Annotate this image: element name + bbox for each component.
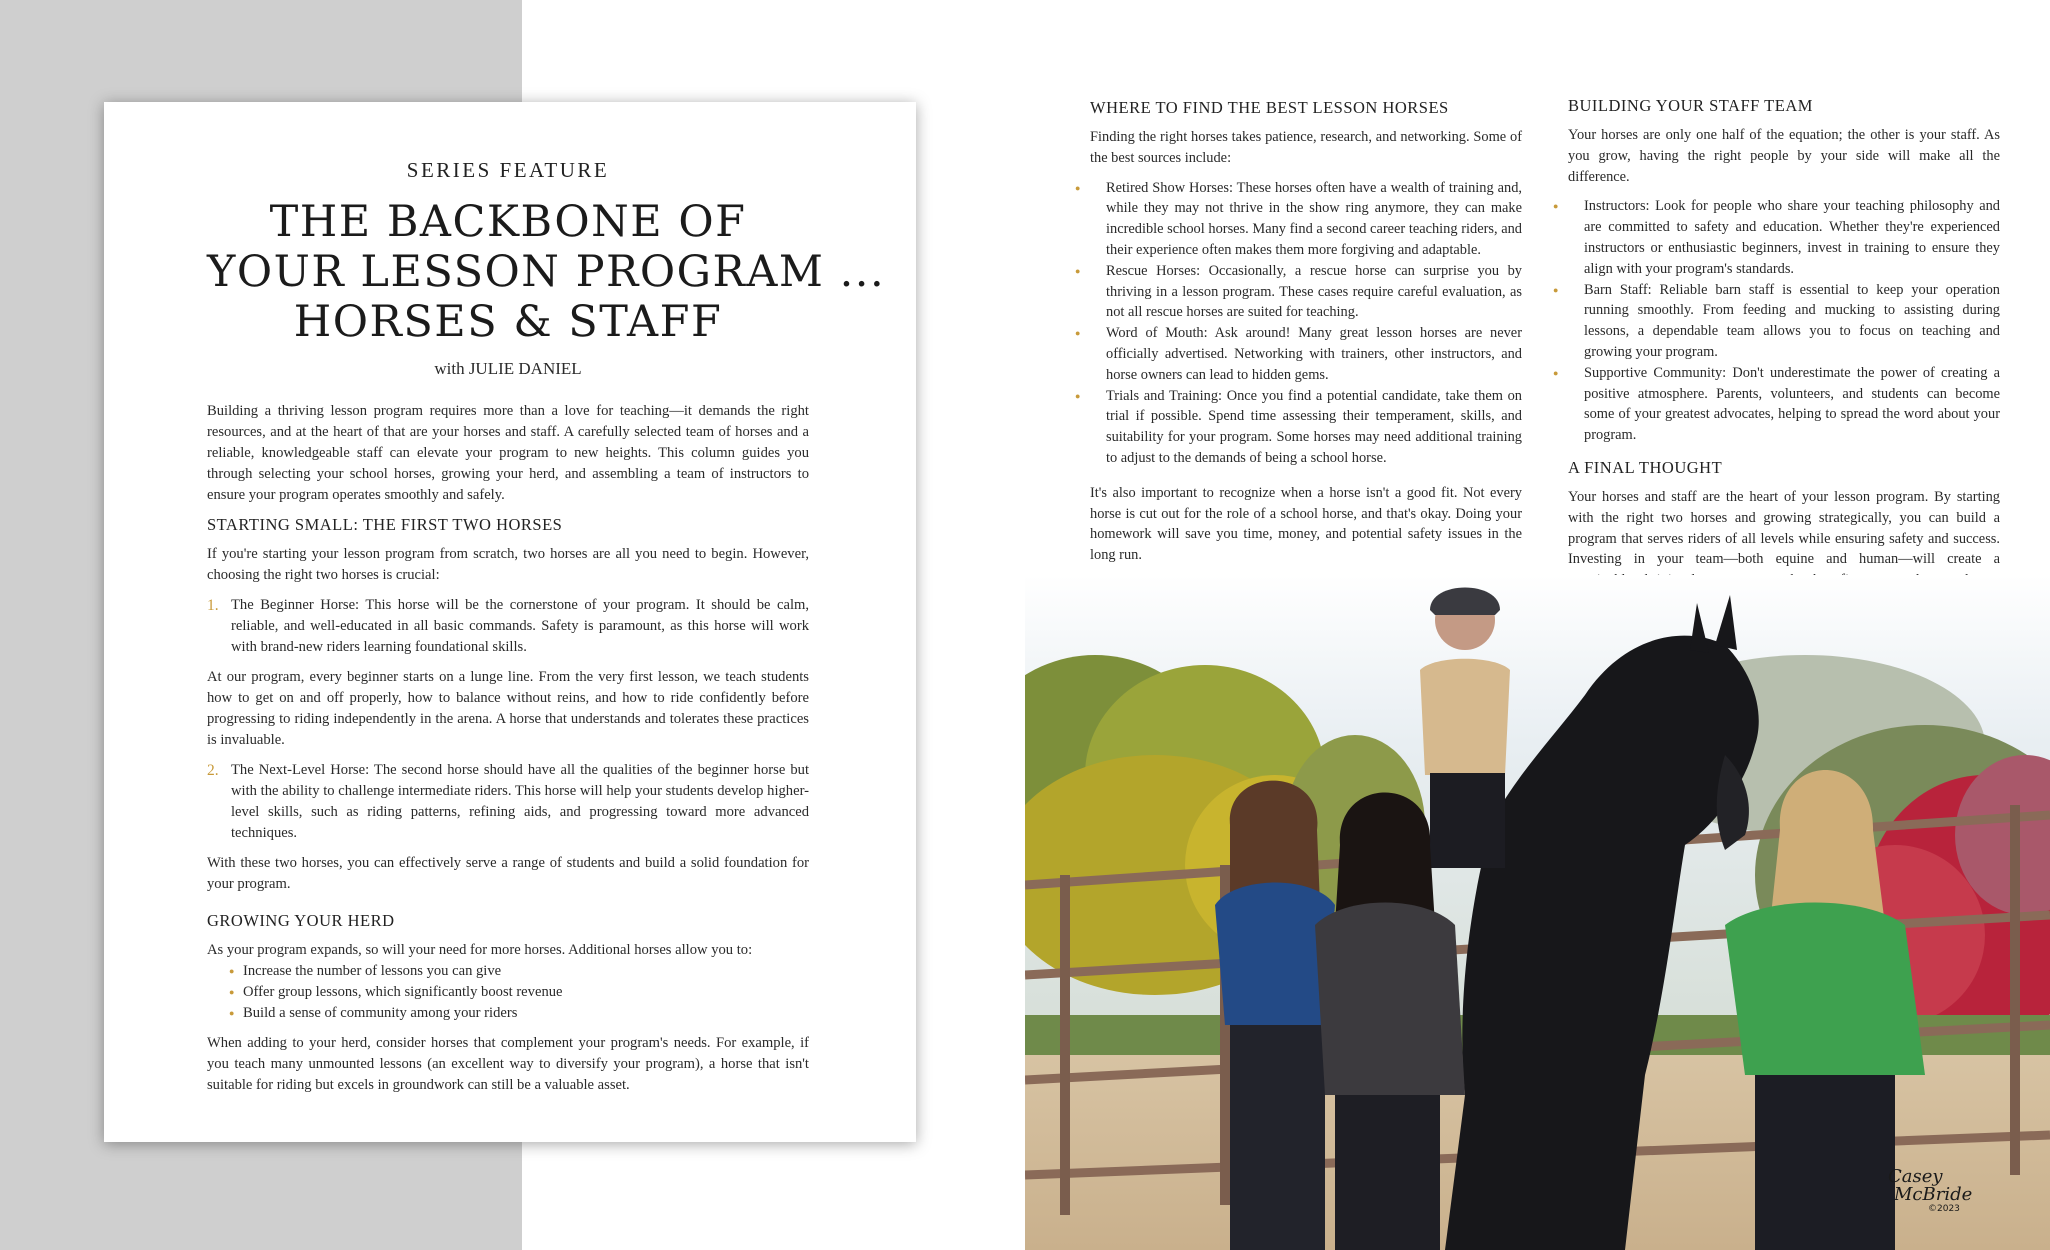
byline: with JULIE DANIEL — [434, 359, 582, 378]
list-number: 2. — [207, 762, 219, 779]
section-heading-growing-herd: GROWING YOUR HERD — [207, 911, 395, 930]
list-item: ● Increase the number of lessons you can give — [207, 961, 809, 982]
list-item-text: The Beginner Horse: This horse will be the cornerstone of your program. It should be calm, reliable, and well-educated in all basic commands. Safety is paramount, as this horse will work with brand-new riders learning foundational skills. — [231, 597, 809, 655]
list-item: ● Retired Show Horses: These horses often have a wealth of training and, while they may not thrive in the show ring anymore, they can make incredible school horses. Many find a second career teaching riders, and their experience often makes them more forgiving and adaptable. — [1090, 178, 1522, 261]
list-item: ● Instructors: Look for people who share your teaching philosophy and are committed to safety and education. Whether they're experienced instructors or enthusiastic beginners, invest in training to ensure they align with your program's standards. — [1568, 196, 2000, 279]
list-number: 1. — [207, 597, 219, 614]
paragraph: If you're starting your lesson program from scratch, two horses are all you need to begin. However, choosing the right two horses is crucial: — [207, 546, 809, 583]
list-item — [207, 595, 809, 658]
paragraph: With these two horses, you can effectively serve a range of students and build a solid foundation for your program. — [207, 855, 809, 892]
numbered-list — [207, 760, 809, 844]
numbered-list — [207, 595, 809, 658]
paragraph: Your horses and staff are the heart of your lesson program. By starting with the right two horses and growing strategically, you can build a program that serves riders of all levels while ensuring safety and success. Investing in your team—both equine and human—will create a — [1568, 488, 2000, 568]
title-line-3: HORSES & STAFF — [293, 297, 723, 347]
series-kicker: SERIES FEATURE — [406, 158, 610, 182]
bullet-list — [1568, 196, 2000, 446]
section-heading-final-thought: A FINAL THOUGHT — [1568, 457, 1723, 477]
section-heading-starting-small: STARTING SMALL: THE FIRST TWO HORSES — [207, 515, 563, 534]
intro-paragraph: Building a thriving lesson program requires more than a love for teaching—it demands the right resources, and at the heart of that are your horses and staff. A carefully selected team of horses and a reliable, knowledgeable staff can elevate your program to new heights. This column guides you through selecting your school horses, growing your herd, and assembling a team of instructors to ensure your program operates smoothly and safely. — [207, 403, 809, 503]
paragraph: When adding to your herd, consider horses that complement your program's needs. For example, if you teach many unmounted lessons (an excellent way to diversify your program), a horse that isn't suitable for riding but excels in groundwork can still be a valuable asset. — [207, 1035, 809, 1093]
list-item: ● Rescue Horses: Occasionally, a rescue horse can surprise you by thriving in a lesson program. These cases require careful evaluation, as not all rescue horses are suited for teaching. — [1090, 261, 1522, 323]
list-item: ● Build a sense of community among your riders — [207, 1003, 809, 1024]
list-item: ● Word of Mouth: Ask around! Many great lesson horses are never officially advertised. Networking with trainers, other instructors, and horse owners can lead to hidden gems. — [1090, 323, 1522, 385]
paragraph: Your horses are only one half of the equation; the other is your staff. As you grow, having the right people by your side will make all the difference. — [1568, 127, 2000, 185]
photo-credit-year: ©2023 — [1928, 1204, 1960, 1214]
list-item: ● Trials and Training: Once you find a potential candidate, take them on trial if possible. Spend time assessing their temperament, skills, and suitability for your program. Some horses may need additional training to adjust to the demands of being a school horse. — [1090, 386, 1522, 469]
right-column-1 — [1090, 98, 1522, 575]
section-heading-where-to-find: WHERE TO FIND THE BEST LESSON HORSES — [1090, 98, 1449, 117]
list-item: ● Offer group lessons, which significantly boost revenue — [207, 982, 809, 1003]
horse-and-staff-photo — [1025, 575, 2050, 1250]
article-title — [207, 197, 886, 347]
paragraph: At our program, every beginner starts on a lunge line. From the very first lesson, we teach students how to get on and off properly, how to balance without reins, and how to ride confidently before progressing to riding independently in the arena. A horse that understands and tolerates these practices is invaluable. — [207, 669, 809, 748]
bullet-list — [207, 961, 809, 1024]
list-item-text: The Next-Level Horse: The second horse should have all the qualities of the beginner horse but with the ability to challenge intermediate riders. This horse will help your students develop higher-level skills, such as riding patterns, refining aids, and progressing toward more advanced techniques. — [231, 762, 809, 841]
paragraph: As your program expands, so will your need for more horses. Additional horses allow you to: — [207, 942, 753, 958]
bullet-list — [1090, 178, 1522, 469]
left-page — [104, 102, 916, 1142]
list-item: ● Barn Staff: Reliable barn staff is essential to keep your operation running smoothly. From feeding and mucking to assisting during lessons, a dependable team allows you to focus on teaching and growing your program. — [1568, 280, 2000, 363]
list-item — [207, 760, 809, 844]
section-heading-building-staff: BUILDING YOUR STAFF TEAM — [1568, 96, 1813, 115]
photo-credit-first-name: Casey — [1888, 1166, 1943, 1187]
title-line-2: YOUR LESSON PROGRAM ... — [207, 247, 886, 297]
list-item: ● Supportive Community: Don't underestimate the power of creating a positive atmosphere. Parents, volunteers, and students can become some of your greatest advocates, helping to spread the word about your program. — [1568, 363, 2000, 446]
paragraph: Finding the right horses takes patience, research, and networking. Some of the best sources include: — [1090, 129, 1522, 166]
paragraph: It's also important to recognize when a horse isn't a good fit. Not every horse is cut out for the role of a school horse, and that's okay. Doing your homework will save you time, money, and potential safety issues in the long run. — [1090, 484, 1522, 564]
photo-credit — [1888, 1168, 1984, 1230]
title-line-1: THE BACKBONE OF — [269, 197, 747, 247]
photo-credit-last-name: McBride — [1894, 1184, 1973, 1205]
photo-illustration — [1025, 575, 2050, 1250]
